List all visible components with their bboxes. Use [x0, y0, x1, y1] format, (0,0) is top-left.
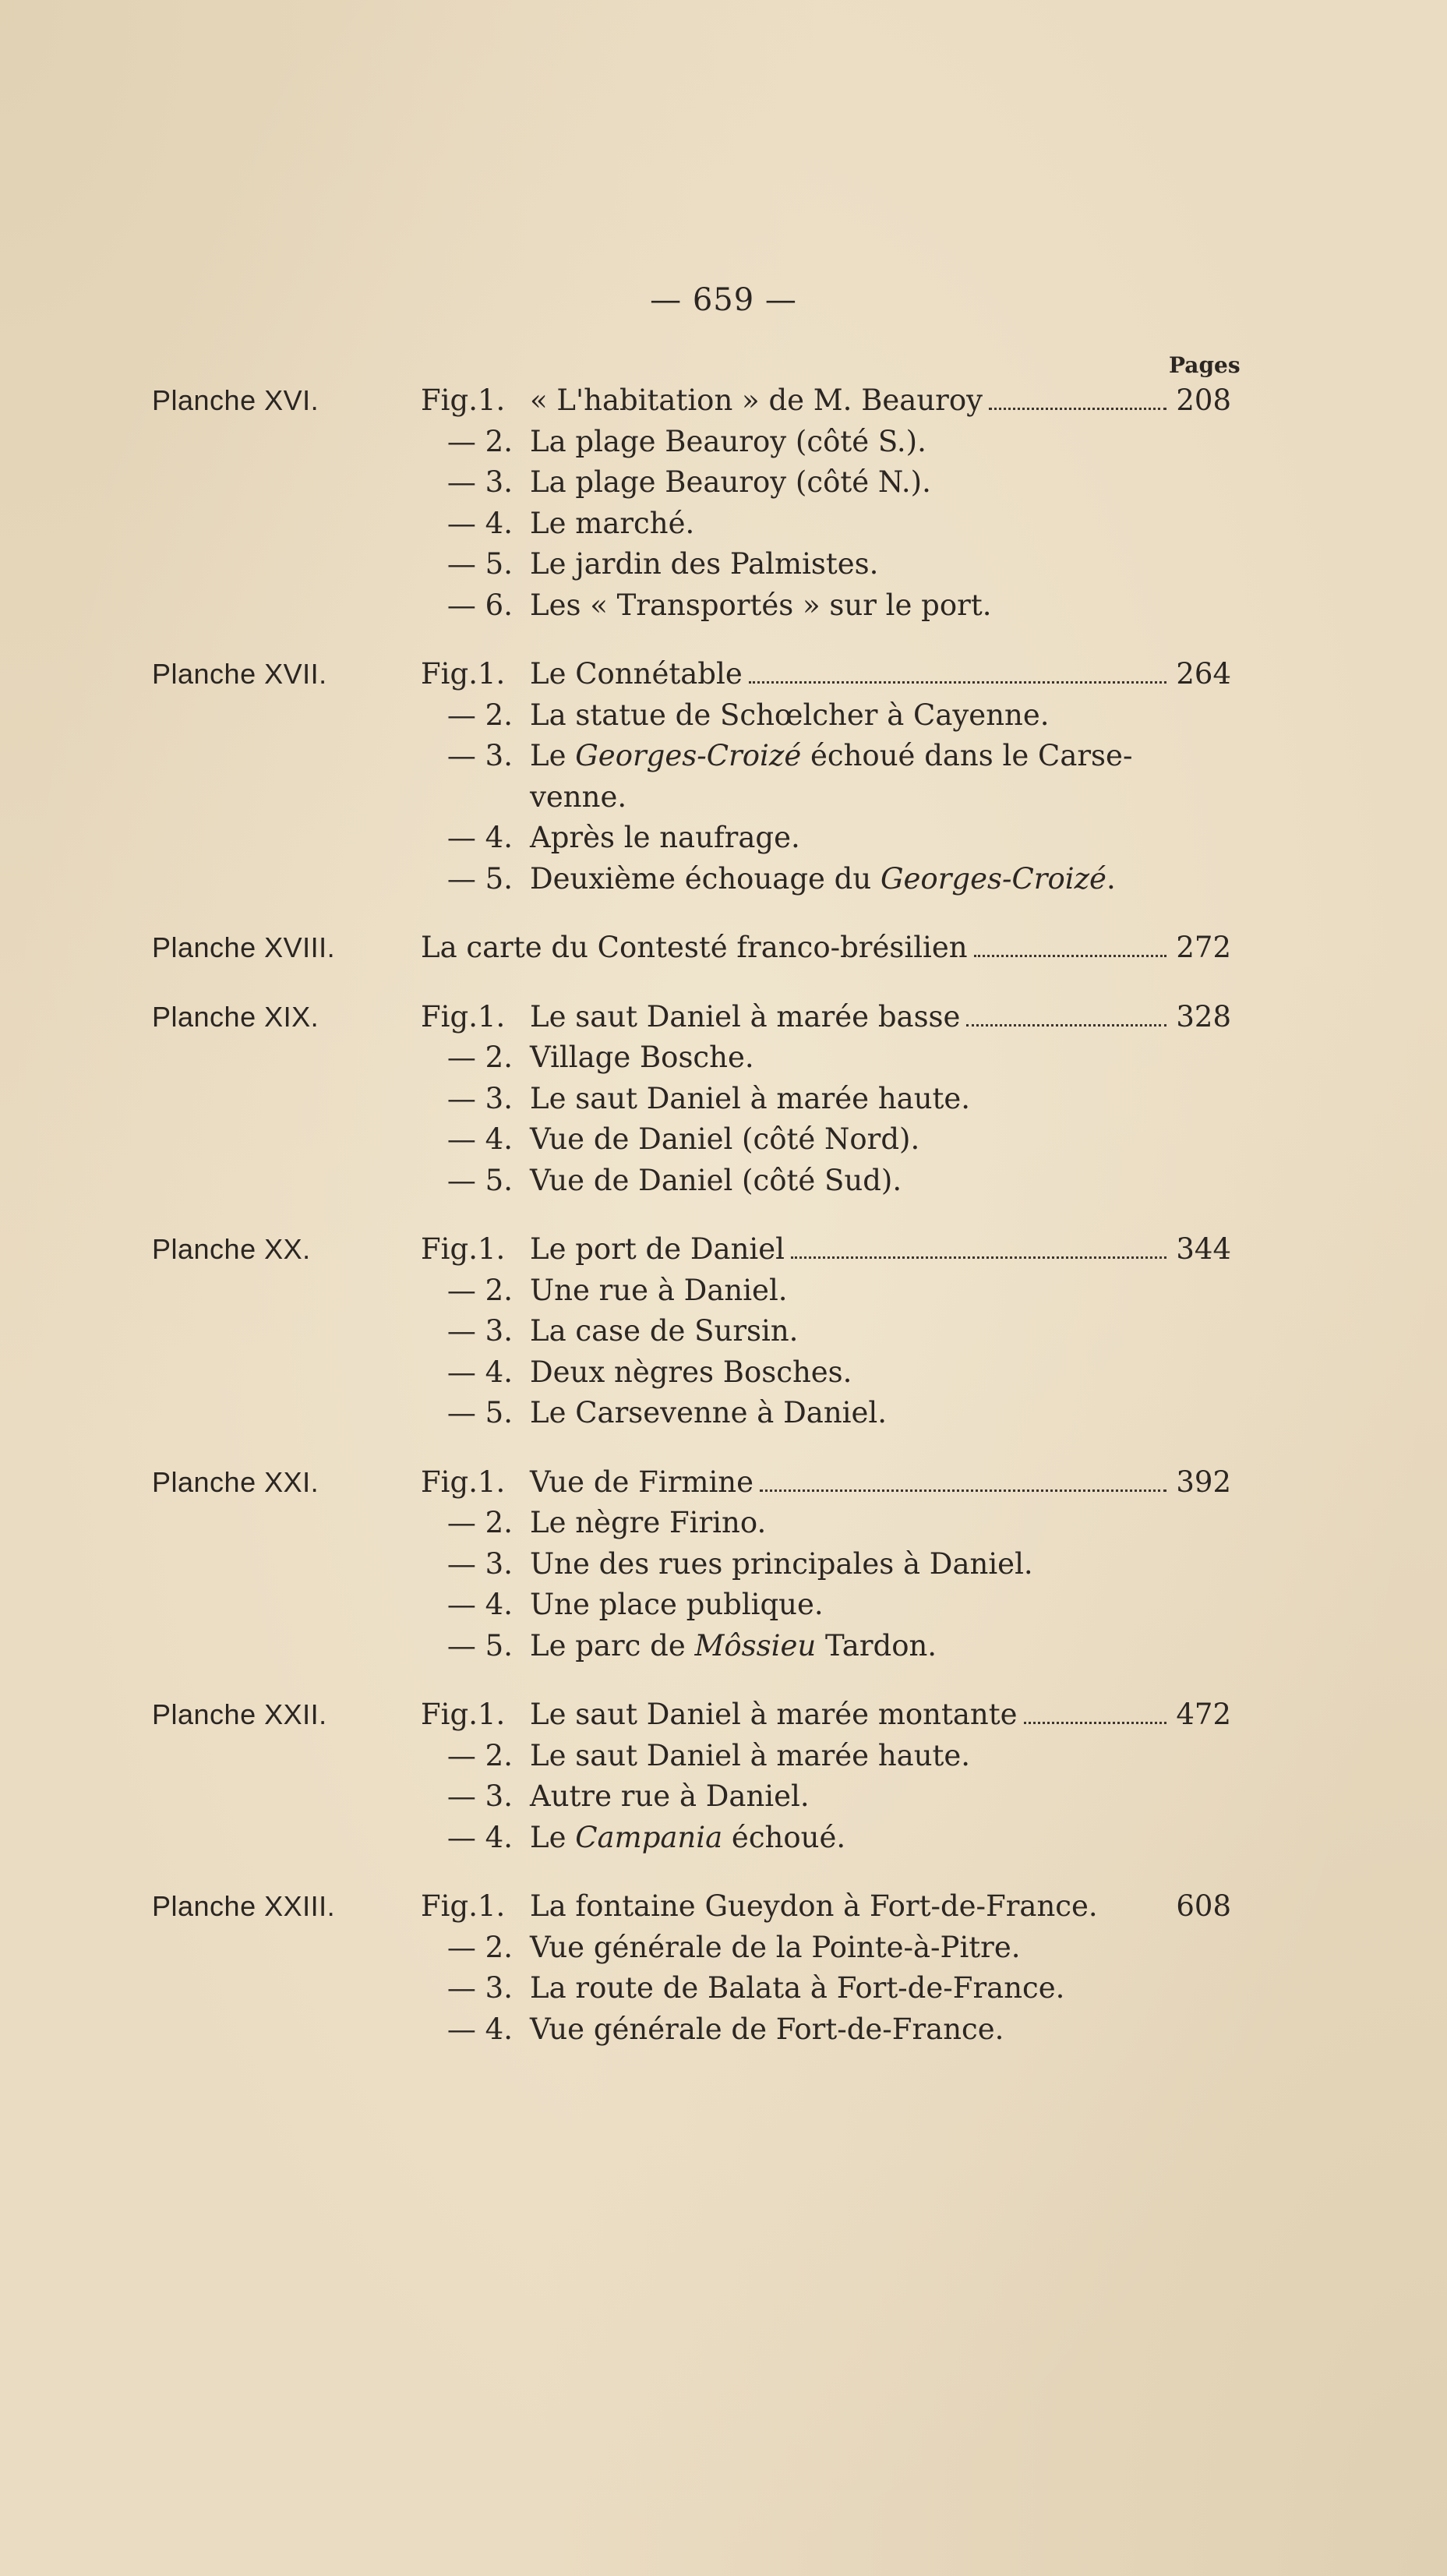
- figure-row: [152, 504, 1231, 545]
- plate-label: Planche XVIII.: [152, 931, 336, 963]
- figure-row: [152, 1079, 1231, 1120]
- figure-title-italic: Campania: [575, 1820, 723, 1854]
- figure-title: Deuxième échouage du Georges-Croizé.: [530, 861, 1116, 896]
- figure-title: Le Connétable: [530, 657, 743, 691]
- figure-row: [152, 1161, 1231, 1202]
- figure-title-wrap: [530, 1270, 1231, 1311]
- figure-row: [152, 1037, 1231, 1079]
- figure-title-wrap: [421, 928, 1231, 968]
- figure-number: Fig.1.: [421, 1698, 506, 1731]
- figure-row: [152, 695, 1231, 737]
- figure-title: La plage Beauroy (côté S.).: [530, 424, 926, 458]
- figure-number: — 4.: [446, 1820, 513, 1854]
- dot-leader: [1024, 1722, 1166, 1724]
- figure-row: [152, 859, 1231, 900]
- plate-entry: [152, 380, 1231, 626]
- figure-number: Fig.1.: [421, 999, 506, 1034]
- plate-label: Planche XVI.: [152, 384, 319, 416]
- figure-title-wrap: [530, 380, 1231, 421]
- figure-title-wrap: [530, 997, 1231, 1037]
- figure-row: [152, 1393, 1231, 1434]
- figure-title: Autre rue à Daniel.: [530, 1779, 810, 1813]
- page-ref: 272: [1176, 931, 1231, 964]
- figure-row: [152, 585, 1231, 627]
- figure-number: Fig.1.: [421, 657, 506, 691]
- figure-row: [152, 1270, 1231, 1312]
- figure-title: Vue de Firmine: [530, 1465, 754, 1499]
- figure-title: Vue de Daniel (côté Nord).: [530, 1122, 920, 1156]
- figure-title: Le saut Daniel à marée haute.: [530, 1738, 971, 1772]
- figure-title-italic: Georges-Croizé: [575, 739, 802, 772]
- figure-number: — 3.: [446, 465, 513, 499]
- page-ref: 344: [1176, 1232, 1231, 1266]
- figure-number: — 3.: [446, 1546, 513, 1581]
- figure-row: [152, 736, 1231, 777]
- dot-leader: [760, 1489, 1166, 1492]
- figure-row: [152, 1462, 1231, 1504]
- figure-title: La fontaine Gueydon à Fort-de-France.: [530, 1889, 1098, 1923]
- page-ref: 608: [1176, 1889, 1231, 1923]
- figure-number: — 4.: [446, 1122, 513, 1156]
- figure-number: — 2.: [446, 698, 513, 732]
- figure-title-wrap: [530, 544, 1231, 585]
- dot-leader: [989, 408, 1166, 410]
- figure-number: — 2.: [446, 424, 513, 458]
- figure-row: [152, 544, 1231, 585]
- figure-number: — 2.: [446, 1930, 513, 1964]
- figure-row: [152, 380, 1231, 422]
- plate-label: Planche XXII.: [152, 1698, 327, 1730]
- figure-title-italic: Georges-Croizé: [880, 861, 1106, 896]
- figure-title-wrap: [530, 1776, 1231, 1817]
- figure-number: — 5.: [446, 547, 513, 581]
- figure-row: [152, 1352, 1231, 1394]
- figure-title-wrap: [530, 654, 1231, 694]
- page-ref: 208: [1176, 383, 1231, 417]
- dot-leader: [749, 681, 1166, 684]
- figure-number: — 2.: [446, 1273, 513, 1307]
- plate-label: Planche XVII.: [152, 658, 327, 690]
- figure-title-wrap: [530, 1818, 1231, 1858]
- plate-entry: [152, 1229, 1231, 1434]
- figure-number: — 3.: [446, 1081, 513, 1115]
- figure-title: Le nègre Firino.: [530, 1506, 767, 1539]
- figure-title: Deux nègres Bosches.: [530, 1355, 852, 1389]
- figure-title: Vue générale de Fort-de-France.: [530, 2012, 1004, 2046]
- figure-title: Vue de Daniel (côté Sud).: [530, 1163, 902, 1197]
- figure-row-continuation: [152, 777, 1231, 818]
- figure-title: Le jardin des Palmistes.: [530, 547, 879, 581]
- figure-number: — 4.: [446, 2012, 513, 2046]
- figure-title: La statue de Schœlcher à Cayenne.: [530, 698, 1050, 732]
- figure-row: [152, 1544, 1231, 1585]
- figure-title: Le marché.: [530, 506, 695, 540]
- figure-title-wrap: [530, 462, 1231, 503]
- figure-title: Vue générale de la Pointe-à-Pitre.: [530, 1930, 1021, 1964]
- figure-title: La carte du Contesté franco-brésilien: [421, 931, 968, 964]
- figure-number: — 6.: [446, 588, 513, 622]
- figure-number: — 5.: [446, 861, 513, 896]
- figure-number: — 2.: [446, 1738, 513, 1772]
- figure-title-wrap: [530, 1161, 1231, 1201]
- dot-leader: [966, 1024, 1166, 1027]
- figure-title-wrap: [530, 1928, 1231, 1968]
- figure-title-wrap: [530, 777, 1231, 818]
- figure-number: — 2.: [446, 1041, 513, 1074]
- figure-title-wrap: [530, 1694, 1231, 1735]
- figure-number: — 3.: [446, 739, 513, 772]
- figure-title-wrap: [530, 736, 1231, 776]
- figure-title: La case de Sursin.: [530, 1314, 799, 1348]
- figure-title-wrap: [530, 1886, 1231, 1927]
- figure-title-wrap: [530, 1626, 1231, 1666]
- figure-number: — 3.: [446, 1971, 513, 2005]
- figure-row: [152, 1736, 1231, 1777]
- figure-row: [152, 1311, 1231, 1352]
- page-ref: 264: [1176, 657, 1231, 691]
- plate-label: Planche XIX.: [152, 1000, 319, 1033]
- figure-title-wrap: [530, 1037, 1231, 1078]
- figure-title-wrap: [530, 504, 1231, 544]
- figure-title-wrap: [530, 818, 1231, 858]
- figure-title-wrap: [530, 1736, 1231, 1776]
- page-number: — 659 —: [650, 282, 797, 318]
- plate-entry: [152, 1886, 1231, 2050]
- figure-row: [152, 1585, 1231, 1626]
- figure-title: La plage Beauroy (côté N.).: [530, 465, 931, 499]
- figure-title-wrap: [530, 1585, 1231, 1625]
- figure-title: Le Carsevenne à Daniel.: [530, 1396, 887, 1429]
- figure-title: Le saut Daniel à marée montante: [530, 1698, 1018, 1731]
- figure-title: Le parc de Môssieu Tardon.: [530, 1628, 937, 1663]
- page-ref: 472: [1176, 1698, 1231, 1731]
- figure-row: [152, 1503, 1231, 1544]
- figure-title: Une place publique.: [530, 1588, 824, 1621]
- figure-title-wrap: [530, 1119, 1231, 1160]
- figure-title: « L'habitation » de M. Beauroy: [530, 383, 983, 417]
- figure-number: Fig.1.: [421, 383, 506, 417]
- plate-entry: [152, 997, 1231, 1202]
- figure-title-wrap: [530, 1503, 1231, 1543]
- figure-title-wrap: [530, 859, 1231, 899]
- plate-label: Planche XXI.: [152, 1465, 319, 1498]
- figure-row: [152, 1229, 1231, 1270]
- figure-number: — 5.: [446, 1628, 513, 1663]
- figure-title-wrap: [530, 2009, 1231, 2050]
- figure-title-wrap: [530, 695, 1231, 736]
- figure-title: Le saut Daniel à marée haute.: [530, 1081, 971, 1115]
- figure-row: [152, 1886, 1231, 1928]
- figure-number: — 3.: [446, 1314, 513, 1348]
- figure-title: La route de Balata à Fort-de-France.: [530, 1971, 1065, 2005]
- figure-row: [152, 997, 1231, 1038]
- figure-title: Village Bosche.: [530, 1041, 754, 1074]
- figure-row: [152, 1119, 1231, 1161]
- figure-title-wrap: [530, 1352, 1231, 1393]
- figure-title-wrap: [530, 585, 1231, 626]
- figure-title-wrap: [530, 1311, 1231, 1352]
- figure-title: Le port de Daniel: [530, 1232, 785, 1266]
- figure-title-wrap: [530, 1968, 1231, 2009]
- figure-number: Fig.1.: [421, 1232, 506, 1266]
- plate-label: Planche XX.: [152, 1233, 311, 1265]
- figure-number: Fig.1.: [421, 1465, 506, 1499]
- plate-entry: [152, 1694, 1231, 1858]
- figure-number: — 5.: [446, 1396, 513, 1429]
- page-ref: 392: [1176, 1465, 1231, 1499]
- figure-row: [152, 818, 1231, 859]
- figure-title: Les « Transportés » sur le port.: [530, 588, 992, 622]
- figure-title: Une des rues principales à Daniel.: [530, 1546, 1033, 1581]
- figure-row: [152, 1776, 1231, 1818]
- figure-row: [152, 1626, 1231, 1667]
- figure-row: [152, 2009, 1231, 2051]
- figure-title-wrap: [530, 1079, 1231, 1119]
- figure-number: — 3.: [446, 1779, 513, 1813]
- figure-number: — 4.: [446, 1355, 513, 1389]
- figure-title-wrap: [530, 1229, 1231, 1270]
- figure-number: — 2.: [446, 1506, 513, 1539]
- figure-row: [152, 1694, 1231, 1736]
- figure-title: Le saut Daniel à marée basse: [530, 999, 961, 1034]
- figure-title-italic: Môssieu: [694, 1628, 817, 1663]
- figure-row: [152, 1928, 1231, 1969]
- figure-row: [152, 1818, 1231, 1859]
- figure-number: — 4.: [446, 1588, 513, 1621]
- figure-row: [152, 422, 1231, 463]
- plate-row: [152, 928, 1231, 969]
- plates-list: [152, 380, 1231, 2078]
- figure-title: Le Campania échoué.: [530, 1820, 846, 1854]
- figure-title-wrap: [530, 1393, 1231, 1433]
- figure-title-wrap: [530, 422, 1231, 462]
- figure-title: Le Georges-Croizé échoué dans le Carse-: [530, 739, 1133, 772]
- pages-column-header: Pages: [1169, 352, 1241, 378]
- figure-row: [152, 1968, 1231, 2009]
- plate-entry: [152, 928, 1231, 969]
- dot-leader: [974, 955, 1166, 957]
- plate-entry: [152, 654, 1231, 899]
- dot-leader: [791, 1256, 1166, 1259]
- figure-title-wrap: [530, 1544, 1231, 1585]
- plate-entry: [152, 1462, 1231, 1667]
- figure-row: [152, 462, 1231, 504]
- figure-title-wrap: [530, 1462, 1231, 1503]
- figure-number: — 4.: [446, 506, 513, 540]
- figure-title: venne.: [530, 779, 627, 814]
- figure-row: [152, 654, 1231, 695]
- figure-title: Une rue à Daniel.: [530, 1273, 788, 1307]
- plate-label: Planche XXIII.: [152, 1890, 336, 1922]
- page-ref: 328: [1176, 999, 1231, 1034]
- figure-number: — 5.: [446, 1163, 513, 1197]
- figure-title: Après le naufrage.: [530, 821, 800, 854]
- figure-number: — 4.: [446, 821, 513, 854]
- figure-number: Fig.1.: [421, 1889, 506, 1923]
